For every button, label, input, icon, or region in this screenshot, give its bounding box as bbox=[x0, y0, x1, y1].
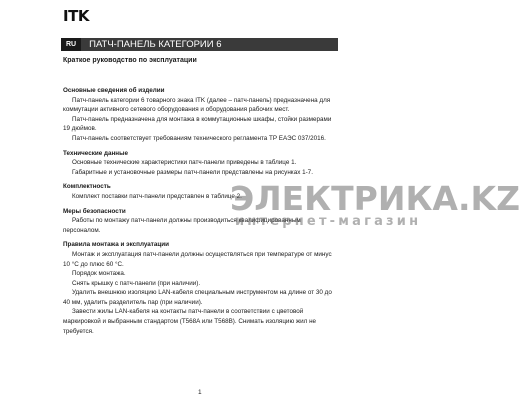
section-installation bbox=[63, 240, 335, 336]
paragraph: Работы по монтажу патч-панели должны производиться квалифицированным персоналом. bbox=[63, 217, 301, 234]
brand-logo: ITK bbox=[63, 7, 89, 25]
watermark bbox=[230, 179, 520, 229]
section-heading: Меры безопасности bbox=[63, 207, 126, 215]
paragraph: Габаритные и установочные размеры патч-панели представлены на рисунках 1-7. bbox=[72, 168, 313, 176]
section-heading: Правила монтажа и эксплуатации bbox=[63, 241, 169, 249]
paragraph: Основные технические характеристики патч-панели приведены в таблице 1. bbox=[72, 159, 297, 167]
title-bar bbox=[61, 38, 338, 51]
paragraph: Снять крышку с патч-панели (при наличии). bbox=[72, 279, 201, 287]
paragraph: Патч-панель категории 6 товарного знака ITK (далее – патч-панель) предназначена для коммутации активного сетевого оборудования и оборудования рабочих мест. bbox=[63, 96, 331, 114]
language-tag: RU bbox=[61, 38, 81, 51]
paragraph: Монтаж и эксплуатация патч-панели должны осуществляться при температуре от минус 10 °С до плюс 60 °С. bbox=[63, 250, 332, 268]
section-technical-data bbox=[63, 149, 335, 178]
watermark-tagline: интернет-магазин bbox=[235, 214, 422, 229]
document-title: ПАТЧ-ПАНЕЛЬ КАТЕГОРИИ 6 bbox=[81, 38, 338, 51]
section-product-info bbox=[63, 86, 335, 144]
paragraph: Патч-панель предназначена для монтажа в коммутационные шкафы, стойки размерами 19 дюймов. bbox=[63, 115, 332, 133]
section-heading: Основные сведения об изделии bbox=[63, 87, 165, 94]
paragraph: Удалить внешнюю изоляцию LAN-кабеля специальным инструментом на длине от 30 до 40 мм, удалить разделитель пар (при наличии). bbox=[63, 289, 332, 306]
paragraph: Патч-панель соответствует требованиям технического регламента ТР ЕАЭС 037/2016. bbox=[72, 134, 326, 142]
section-heading: Технические данные bbox=[63, 149, 128, 157]
document-subtitle: Краткое руководство по эксплуатации bbox=[63, 57, 197, 64]
watermark-brand: ЭЛЕКТРИКА.KZ bbox=[230, 179, 520, 218]
section-heading: Комплектность bbox=[63, 183, 111, 191]
paragraph: Комплект поставки патч-панели представлен в таблице 2. bbox=[72, 192, 242, 200]
paragraph: Завести жилы LAN-кабеля на контакты патч-панели в соответствии с цветовой маркировкой и выбранным стандартом (T568A или T568B). Снимать изоляцию жил не требуется. bbox=[63, 308, 317, 335]
page-number: 1 bbox=[198, 389, 202, 396]
paragraph: Порядок монтажа. bbox=[72, 270, 126, 278]
